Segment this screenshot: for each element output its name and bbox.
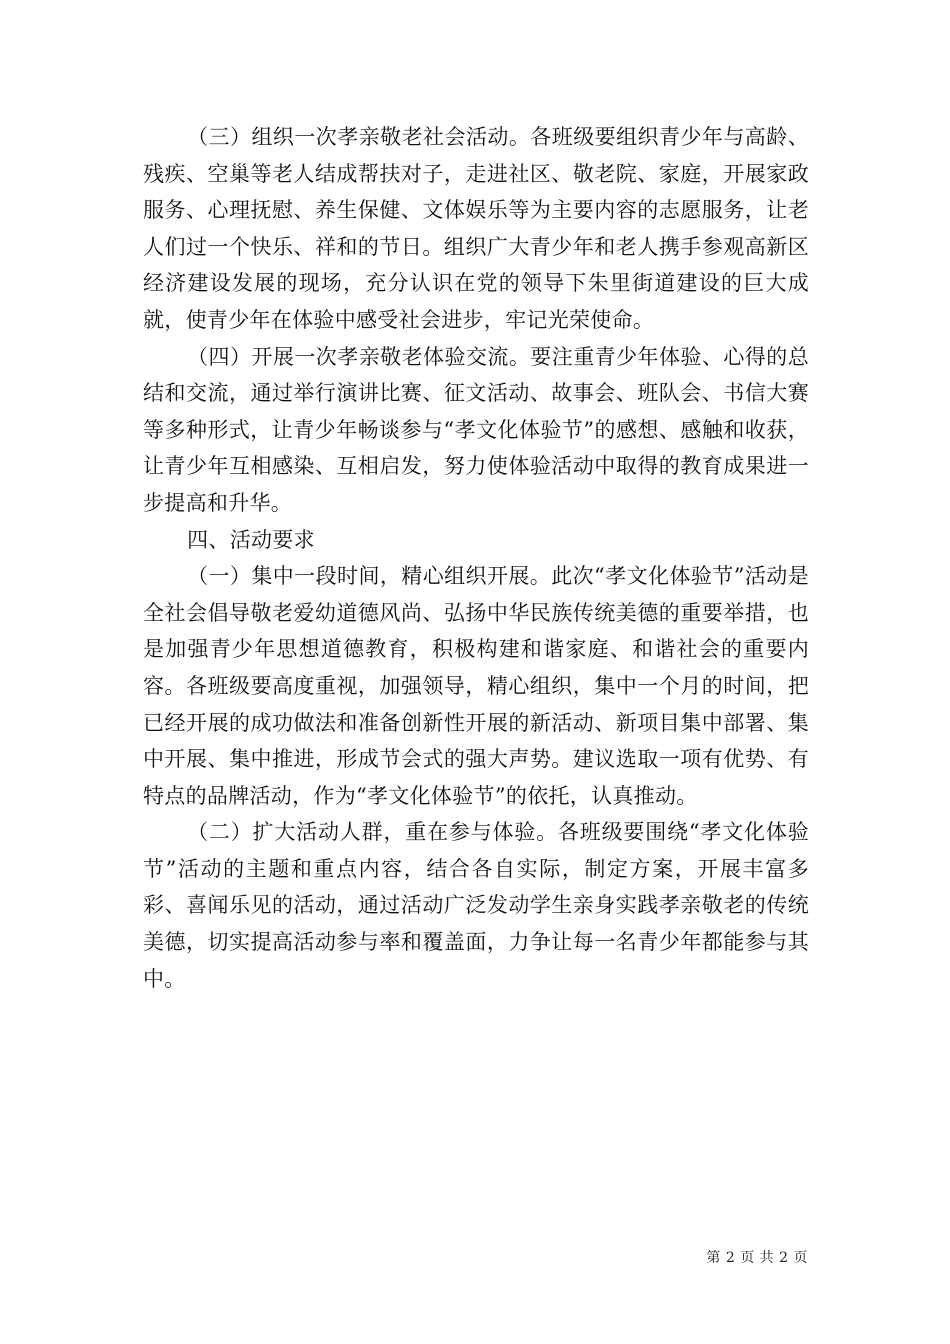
page-number-footer: 第 2 页 共 2 页 xyxy=(706,1250,808,1266)
paragraph-requirement-one: （一）集中一段时间，精心组织开展。此次“孝文化体验节”活动是全社会倡导敬老爱幼道德风尚、弘扬中华民族传统美德的重要举措，也是加强青少年思想道德教育，积极构建和谐家庭、和谐社会的重要内容。各班级要高度重视，加强领导，精心组织，集中一个月的时间，把已经开展的成功做法和准备创新性开展的新活动、新项目集中部署、集中开展、集中推进，形成节会式的强大声势。建议选取一项有优势、有特点的品牌活动，作为“孝文化体验节”的依托，认真推动。 xyxy=(143,564,809,808)
paragraph-requirement-two: （二）扩大活动人群，重在参与体验。各班级要围绕“孝文化体验节”活动的主题和重点内容，结合各自实际，制定方案，开展丰富多彩、喜闻乐见的活动，通过活动广泛发动学生亲身实践孝亲敬老的传统美德，切实提高活动参与率和覆盖面，力争让每一名青少年都能参与其中。 xyxy=(143,820,809,991)
paragraph-activity-four: （四）开展一次孝亲敬老体验交流。要注重青少年体验、心得的总结和交流，通过举行演讲比赛、征文活动、故事会、班队会、书信大赛等多种形式，让青少年畅谈参与“孝文化体验节”的感想、感触和收获，让青少年互相感染、互相启发，努力使体验活动中取得的教育成果进一步提高和升华。 xyxy=(143,344,809,515)
section-heading-requirements: 四、活动要求 xyxy=(187,527,315,552)
paragraph-activity-three: （三）组织一次孝亲敬老社会活动。各班级要组织青少年与高龄、残疾、空巢等老人结成帮扶对子，走进社区、敬老院、家庭，开展家政服务、心理抚慰、养生保健、文体娱乐等为主要内容的志愿服务，让老人们过一个快乐、祥和的节日。组织广大青少年和老人携手参观高新区经济建设发展的现场，充分认识在党的领导下朱里街道建设的巨大成就，使青少年在体验中感受社会进步，牢记光荣使命。 xyxy=(143,125,809,332)
document-body xyxy=(143,119,809,997)
